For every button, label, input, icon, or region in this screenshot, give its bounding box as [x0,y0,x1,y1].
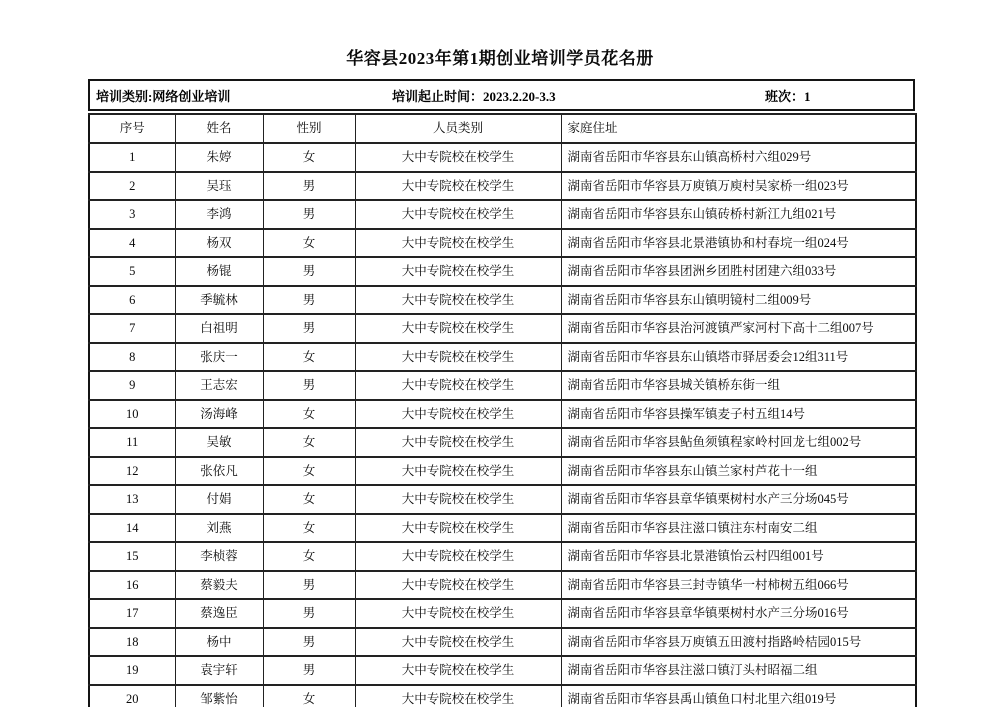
table-row [89,685,916,707]
table-row [89,172,916,201]
cell-gender: 女 [263,685,355,707]
table-row [89,485,916,514]
cell-no: 16 [89,571,175,600]
cell-no: 19 [89,656,175,685]
cell-gender: 女 [263,457,355,486]
cell-name: 张庆一 [175,343,263,372]
cell-gender: 女 [263,542,355,571]
cell-category: 大中专院校在校学生 [355,143,561,172]
table-row [89,400,916,429]
cell-gender: 女 [263,428,355,457]
cell-name: 王志宏 [175,371,263,400]
cell-no: 1 [89,143,175,172]
cell-category: 大中专院校在校学生 [355,200,561,229]
cell-name: 刘燕 [175,514,263,543]
cell-name: 李鸿 [175,200,263,229]
cell-category: 大中专院校在校学生 [355,599,561,628]
cell-no: 15 [89,542,175,571]
cell-name: 杨双 [175,229,263,258]
cell-no: 2 [89,172,175,201]
cell-gender: 男 [263,571,355,600]
cell-gender: 女 [263,485,355,514]
cell-category: 大中专院校在校学生 [355,656,561,685]
cell-gender: 女 [263,400,355,429]
cell-gender: 女 [263,514,355,543]
table-row [89,143,916,172]
cell-address: 湖南省岳阳市华容县东山镇塔市驿居委会12组311号 [561,343,916,372]
table-row [89,343,916,372]
cell-category: 大中专院校在校学生 [355,514,561,543]
roster-table [88,113,917,707]
cell-name: 杨锟 [175,257,263,286]
cell-no: 18 [89,628,175,657]
document-title: 华容县2023年第1期创业培训学员花名册 [346,49,654,68]
cell-no: 8 [89,343,175,372]
cell-name: 袁宇轩 [175,656,263,685]
cell-name: 白祖明 [175,314,263,343]
cell-address: 湖南省岳阳市华容县章华镇栗树村水产三分场045号 [561,485,916,514]
cell-gender: 女 [263,229,355,258]
cell-address: 湖南省岳阳市华容县三封寺镇华一村柿树五组066号 [561,571,916,600]
cell-name: 张依凡 [175,457,263,486]
cell-name: 季毓林 [175,286,263,315]
class-number: 班次：1 [765,88,811,104]
cell-no: 5 [89,257,175,286]
cell-gender: 女 [263,143,355,172]
table-row [89,371,916,400]
cell-no: 9 [89,371,175,400]
cell-address: 湖南省岳阳市华容县城关镇桥东街一组 [561,371,916,400]
training-category: 培训类别:网络创业培训 [96,88,231,104]
cell-category: 大中专院校在校学生 [355,371,561,400]
table-row [89,229,916,258]
cell-address: 湖南省岳阳市华容县团洲乡团胜村团建六组033号 [561,257,916,286]
cell-category: 大中专院校在校学生 [355,172,561,201]
cell-name: 蔡逸臣 [175,599,263,628]
table-row [89,457,916,486]
cell-name: 吴珏 [175,172,263,201]
cell-gender: 男 [263,599,355,628]
roster-sheet [88,79,915,707]
cell-name: 付娟 [175,485,263,514]
cell-no: 17 [89,599,175,628]
cell-category: 大中专院校在校学生 [355,571,561,600]
table-row [89,286,916,315]
cell-address: 湖南省岳阳市华容县注滋口镇注东村南安二组 [561,514,916,543]
cell-gender: 男 [263,628,355,657]
cell-address: 湖南省岳阳市华容县东山镇明镜村二组009号 [561,286,916,315]
table-row [89,314,916,343]
cell-name: 邹紫怡 [175,685,263,707]
cell-address: 湖南省岳阳市华容县禹山镇鱼口村北里六组019号 [561,685,916,707]
cell-address: 湖南省岳阳市华容县治河渡镇严家河村下高十二组007号 [561,314,916,343]
table-row [89,656,916,685]
cell-gender: 男 [263,257,355,286]
column-header-category: 人员类别 [355,114,561,143]
table-row [89,428,916,457]
table-row [89,514,916,543]
table-row [89,542,916,571]
cell-gender: 男 [263,371,355,400]
cell-category: 大中专院校在校学生 [355,685,561,707]
cell-gender: 男 [263,656,355,685]
cell-gender: 男 [263,314,355,343]
cell-name: 汤海峰 [175,400,263,429]
cell-gender: 男 [263,286,355,315]
roster-table-body [89,143,916,707]
roster-table-header [89,114,916,143]
cell-address: 湖南省岳阳市华容县操军镇麦子村五组14号 [561,400,916,429]
cell-address: 湖南省岳阳市华容县鲇鱼须镇程家岭村回龙七组002号 [561,428,916,457]
cell-address: 湖南省岳阳市华容县东山镇兰家村芦花十一组 [561,457,916,486]
cell-gender: 男 [263,200,355,229]
cell-category: 大中专院校在校学生 [355,343,561,372]
cell-no: 3 [89,200,175,229]
cell-no: 7 [89,314,175,343]
cell-category: 大中专院校在校学生 [355,229,561,258]
info-bar [88,79,915,111]
table-row [89,257,916,286]
table-row [89,628,916,657]
cell-category: 大中专院校在校学生 [355,485,561,514]
header-row [89,114,916,143]
cell-category: 大中专院校在校学生 [355,314,561,343]
table-row [89,599,916,628]
cell-address: 湖南省岳阳市华容县万庾镇五田渡村指路岭桔园015号 [561,628,916,657]
cell-name: 杨中 [175,628,263,657]
cell-category: 大中专院校在校学生 [355,628,561,657]
cell-gender: 男 [263,172,355,201]
cell-category: 大中专院校在校学生 [355,257,561,286]
cell-name: 李桢蓉 [175,542,263,571]
training-period: 培训起止时间：2023.2.20-3.3 [392,88,556,104]
cell-address: 湖南省岳阳市华容县北景港镇怡云村四组001号 [561,542,916,571]
column-header-no: 序号 [89,114,175,143]
cell-no: 20 [89,685,175,707]
cell-address: 湖南省岳阳市华容县东山镇砖桥村新江九组021号 [561,200,916,229]
cell-no: 11 [89,428,175,457]
cell-name: 吴敏 [175,428,263,457]
cell-category: 大中专院校在校学生 [355,400,561,429]
cell-gender: 女 [263,343,355,372]
cell-name: 朱婷 [175,143,263,172]
cell-name: 蔡毅夫 [175,571,263,600]
cell-category: 大中专院校在校学生 [355,286,561,315]
cell-address: 湖南省岳阳市华容县东山镇高桥村六组029号 [561,143,916,172]
cell-address: 湖南省岳阳市华容县注滋口镇汀头村昭福二组 [561,656,916,685]
column-header-address: 家庭住址 [561,114,916,143]
cell-address: 湖南省岳阳市华容县万庾镇万庾村吴家桥一组023号 [561,172,916,201]
cell-category: 大中专院校在校学生 [355,457,561,486]
cell-category: 大中专院校在校学生 [355,542,561,571]
cell-no: 10 [89,400,175,429]
cell-no: 13 [89,485,175,514]
cell-no: 14 [89,514,175,543]
cell-no: 12 [89,457,175,486]
cell-no: 6 [89,286,175,315]
table-row [89,200,916,229]
column-header-name: 姓名 [175,114,263,143]
cell-address: 湖南省岳阳市华容县章华镇栗树村水产三分场016号 [561,599,916,628]
table-row [89,571,916,600]
cell-category: 大中专院校在校学生 [355,428,561,457]
cell-no: 4 [89,229,175,258]
cell-address: 湖南省岳阳市华容县北景港镇协和村春垸一组024号 [561,229,916,258]
column-header-gender: 性别 [263,114,355,143]
